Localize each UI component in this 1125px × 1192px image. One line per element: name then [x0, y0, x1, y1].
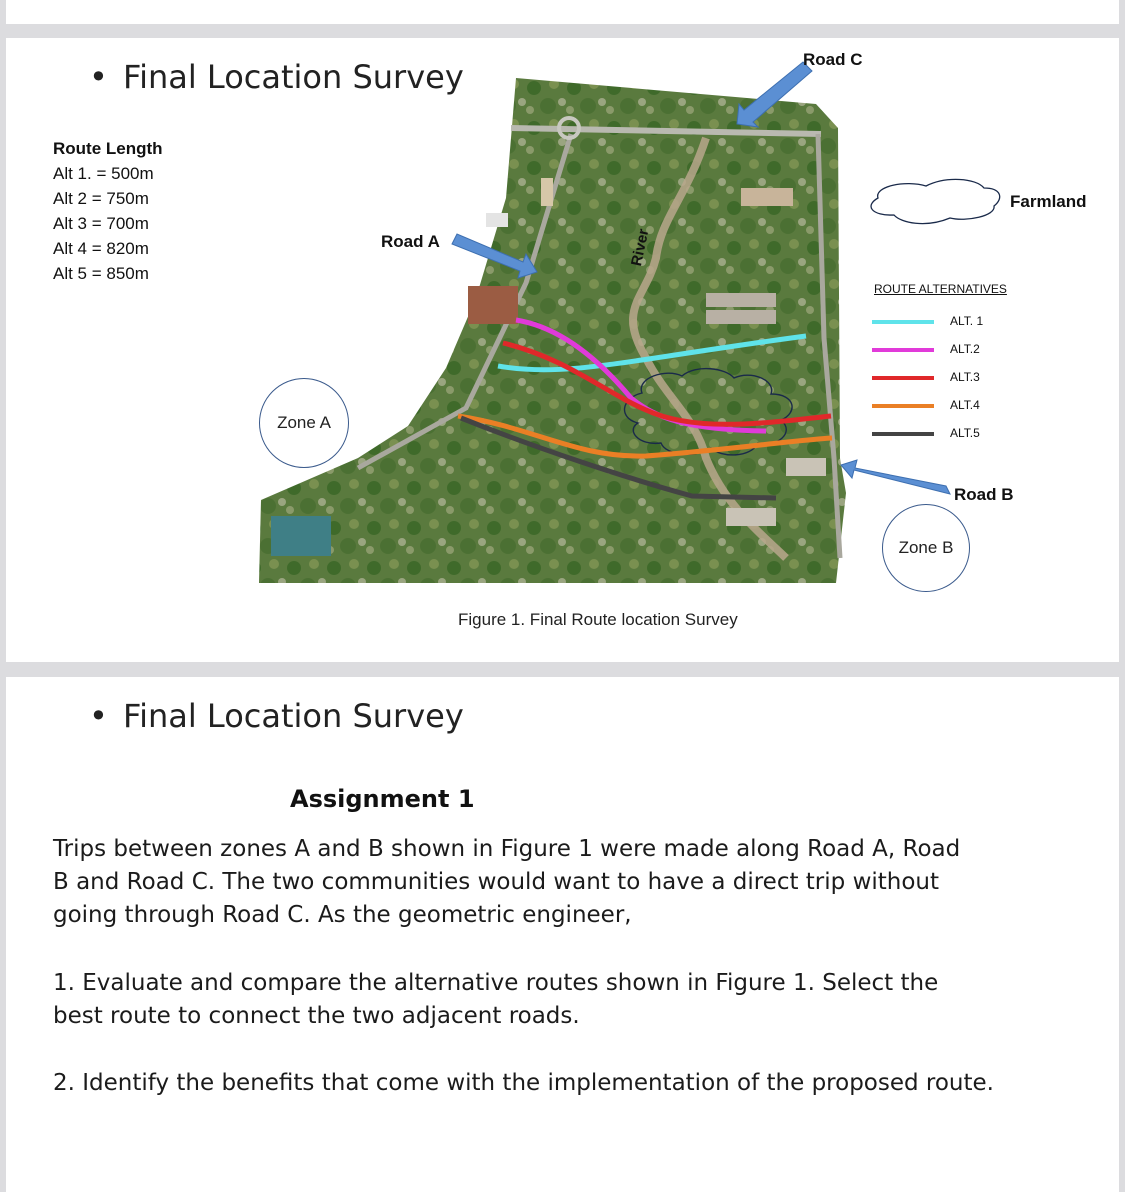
bullet-icon: •: [89, 697, 108, 735]
road-b-label: Road B: [954, 485, 1014, 504]
building: [741, 188, 793, 206]
legend-swatch: [872, 376, 934, 380]
legend-label: ALT.5: [950, 426, 980, 440]
building: [271, 516, 331, 556]
zone-b-label: Zone B: [898, 538, 954, 557]
slide-1: [6, 38, 1119, 662]
figure-1: [6, 38, 1119, 662]
zone-b: [882, 504, 970, 592]
route-length-item: Alt 3 = 700m: [53, 214, 149, 233]
question-1: 1. Evaluate and compare the alternative routes shown in Figure 1. Select the best route to connect the two adjacent roads.: [53, 970, 939, 1029]
road-b-arrow: [841, 460, 950, 494]
building: [541, 178, 553, 206]
route-length-item: Alt 5 = 850m: [53, 264, 149, 283]
slide-1-title-text: Final Location Survey: [123, 58, 464, 96]
road-a-label: Road A: [381, 232, 440, 251]
slide-2: [6, 677, 1119, 1192]
road-c-label: Road C: [803, 50, 863, 69]
legend-swatch: [872, 432, 934, 436]
figure-caption: Figure 1. Final Route location Survey: [458, 610, 738, 629]
farmland-label: Farmland: [1010, 192, 1087, 211]
building: [486, 213, 508, 227]
legend-swatch: [872, 348, 934, 352]
building: [706, 310, 776, 324]
bullet-icon: •: [89, 58, 108, 96]
building: [726, 508, 776, 526]
river-label: River: [628, 227, 653, 268]
assignment-title: Assignment 1: [290, 785, 475, 813]
building: [706, 293, 776, 307]
route-length-item: Alt 1. = 500m: [53, 164, 154, 183]
assignment-intro: Trips between zones A and B shown in Figure 1 were made along Road A, Road B and Road C. The two communities would want to have a direct trip without going through Road C. As the geometric engineer,: [53, 836, 961, 928]
building: [786, 458, 826, 476]
farmland-legend-cloud: [871, 179, 1000, 223]
slide-2-title-text: Final Location Survey: [123, 697, 464, 735]
legend-label: ALT.3: [950, 370, 980, 384]
question-2: 2. Identify the benefits that come with the implementation of the proposed route.: [53, 1070, 994, 1096]
zone-a-label: Zone A: [277, 413, 331, 432]
legend-label: ALT.4: [950, 398, 980, 412]
zone-a: [259, 378, 349, 468]
route-length-item: Alt 4 = 820m: [53, 239, 149, 258]
route-length-heading: Route Length: [53, 139, 163, 158]
legend-swatch: [872, 404, 934, 408]
previous-slide-strip: [6, 0, 1119, 24]
legend-title: ROUTE ALTERNATIVES: [874, 282, 1007, 296]
slide-2-title: [89, 697, 464, 735]
legend-swatch: [872, 320, 934, 324]
legend-label: ALT. 1: [950, 314, 984, 328]
building: [468, 286, 518, 324]
route-length-item: Alt 2 = 750m: [53, 189, 149, 208]
legend-label: ALT.2: [950, 342, 980, 356]
